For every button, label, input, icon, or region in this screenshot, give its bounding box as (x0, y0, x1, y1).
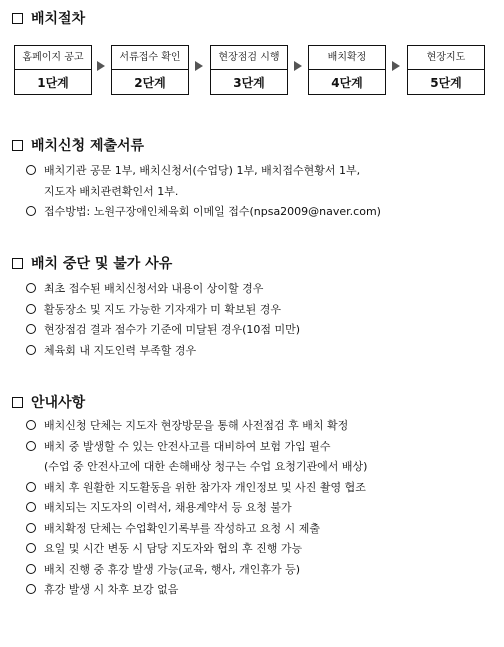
list-item-text: 최초 접수된 배치신청서와 내용이 상이할 경우 (44, 282, 264, 295)
circle-bullet-icon (26, 324, 36, 334)
list-item (26, 202, 381, 223)
documents-list (26, 161, 381, 223)
list-item-text: 현장점검 결과 점수가 기준에 미달된 경우(10점 미만) (44, 323, 301, 336)
section-title: 배치 중단 및 불가 사유 (31, 256, 173, 272)
list-item (26, 519, 367, 540)
checkbox-square-icon (12, 258, 23, 269)
arrow-right-icon (97, 61, 105, 71)
circle-bullet-icon (26, 441, 36, 451)
notice-list (26, 416, 367, 601)
step-box (308, 45, 386, 95)
section-cancel-heading (12, 254, 172, 272)
step-name: 현장지도 (408, 46, 484, 70)
circle-bullet-icon (26, 283, 36, 293)
circle-bullet-icon (26, 345, 36, 355)
step-number: 2단계 (134, 76, 166, 90)
circle-bullet-icon (26, 543, 36, 553)
circle-bullet-icon (26, 206, 36, 216)
circle-bullet-icon (26, 420, 36, 430)
step-name: 서류접수 확인 (112, 46, 188, 70)
list-item-text: 배치기관 공문 1부, 배치신청서(수업당) 1부, 배치접수현황서 1부, (44, 164, 361, 177)
list-item-text: 배치 후 원활한 지도활동을 위한 참가자 개인정보 및 사진 촬영 협조 (44, 480, 366, 494)
list-item (26, 539, 367, 560)
list-item-text: 배치 진행 중 휴강 발생 가능(교육, 행사, 개인휴가 등) (44, 562, 301, 576)
list-item-text: 접수방법: 노원구장애인체육회 이메일 접수(npsa2009@naver.com) (44, 205, 381, 218)
checkbox-square-icon (12, 13, 23, 24)
list-item-text: 지도자 배치관련확인서 1부. (44, 184, 179, 198)
list-item (26, 161, 381, 182)
list-item-text: 배치신청 단체는 지도자 현장방문을 통해 사전점검 후 배치 확정 (44, 419, 349, 432)
step-name: 현장점검 시행 (211, 46, 287, 70)
section-documents-heading (12, 136, 144, 154)
list-item (26, 300, 300, 321)
circle-bullet-icon (26, 523, 36, 533)
list-item-text: 배치확정 단체는 수업확인기록부를 작성하고 요청 시 제출 (44, 521, 321, 535)
list-item-continuation (26, 457, 367, 478)
procedure-steps (14, 45, 490, 97)
step-box (14, 45, 92, 95)
list-item (26, 320, 300, 341)
arrow-right-icon (195, 61, 203, 71)
section-procedure-heading (12, 9, 85, 27)
circle-bullet-icon (26, 584, 36, 594)
cancel-list (26, 279, 300, 361)
step-box (111, 45, 189, 95)
list-item-text: 배치 중 발생할 수 있는 안전사고를 대비하여 보험 가입 필수 (44, 439, 331, 453)
step-name: 배치확정 (309, 46, 385, 70)
list-item (26, 478, 367, 499)
list-item (26, 341, 300, 362)
step-name: 홈페이지 공고 (15, 46, 91, 70)
circle-bullet-icon (26, 564, 36, 574)
list-item (26, 437, 367, 458)
section-notice-heading (12, 393, 85, 411)
list-item-text: 활동장소 및 지도 가능한 기자재가 미 확보된 경우 (44, 302, 281, 316)
step-box (407, 45, 485, 95)
section-title: 배치신청 제출서류 (31, 138, 145, 154)
arrow-right-icon (294, 61, 302, 71)
list-item (26, 560, 367, 581)
list-item-text: 배치되는 지도자의 이력서, 채용계약서 등 요청 불가 (44, 501, 292, 514)
circle-bullet-icon (26, 502, 36, 512)
list-item (26, 279, 300, 300)
step-number: 5단계 (430, 76, 462, 90)
list-item (26, 498, 367, 519)
list-item (26, 416, 367, 437)
list-item-text: 요일 및 시간 변동 시 담당 지도자와 협의 후 진행 가능 (44, 542, 303, 555)
step-number: 4단계 (331, 76, 363, 90)
arrow-right-icon (392, 61, 400, 71)
circle-bullet-icon (26, 482, 36, 492)
section-title: 안내사항 (31, 395, 86, 411)
section-title: 배치절차 (31, 11, 86, 27)
list-item-text: 휴강 발생 시 차후 보강 없음 (44, 583, 179, 596)
checkbox-square-icon (12, 140, 23, 151)
list-item-text: 체육회 내 지도인력 부족할 경우 (44, 343, 197, 357)
circle-bullet-icon (26, 304, 36, 314)
checkbox-square-icon (12, 397, 23, 408)
step-number: 3단계 (233, 76, 265, 90)
list-item (26, 580, 367, 601)
step-box (210, 45, 288, 95)
list-item-continuation (26, 182, 381, 203)
list-item-text: (수업 중 안전사고에 대한 손해배상 청구는 수업 요청기관에서 배상) (44, 460, 368, 473)
circle-bullet-icon (26, 165, 36, 175)
step-number: 1단계 (37, 76, 69, 90)
